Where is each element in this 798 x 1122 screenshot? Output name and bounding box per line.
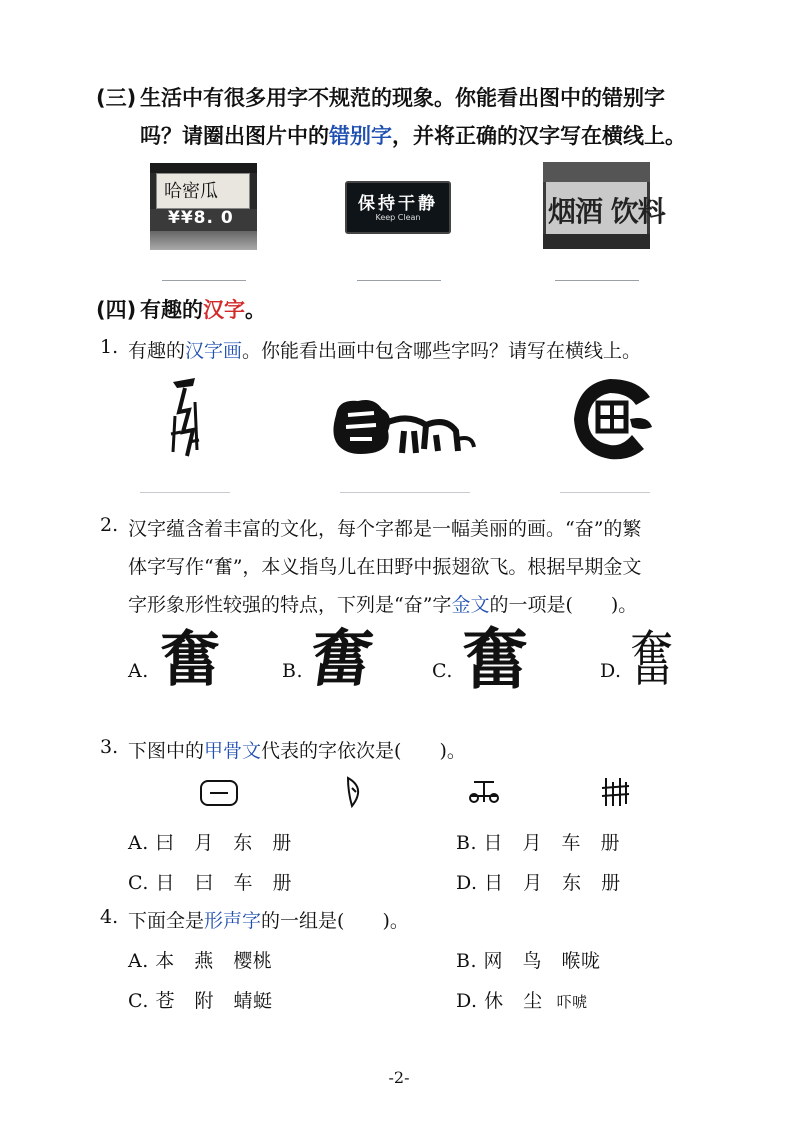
section4-label: (四) bbox=[96, 298, 137, 322]
q1-keyword: 汉字画 bbox=[185, 340, 243, 362]
q4-text-post: 的一组是( )。 bbox=[261, 910, 409, 932]
section3-keyword-typo: 错别字 bbox=[329, 124, 392, 148]
oracle-glyph-3 bbox=[466, 778, 502, 806]
q3-option-d[interactable]: D. 日 月 东 册 bbox=[456, 872, 621, 894]
q2-option-d-label[interactable]: D. bbox=[600, 660, 622, 682]
q2-number: 2. bbox=[100, 514, 119, 536]
photo-tobacco-sign bbox=[543, 162, 665, 249]
q2-option-b-label[interactable]: B. bbox=[282, 660, 304, 682]
section3-line2 bbox=[140, 120, 686, 150]
q4-number: 4. bbox=[100, 906, 119, 928]
q3-option-a[interactable]: A. 曰 月 东 册 bbox=[128, 832, 292, 854]
q4-option-d-extra: 吓唬 bbox=[556, 993, 588, 1011]
q2-line1: 汉字蕴含着丰富的文化，每个字都是一幅美丽的画。“奋”的繁 bbox=[128, 518, 642, 540]
character-picture-2 bbox=[328, 395, 478, 460]
character-picture-1 bbox=[165, 372, 205, 462]
q2-option-d-glyph[interactable]: 奮 bbox=[630, 625, 674, 695]
section3-line2-post: ，并将正确的汉字写在横线上。 bbox=[392, 124, 686, 148]
q2-line3-pre: 字形象形性较强的特点，下列是“奋”字 bbox=[128, 594, 452, 616]
q1-text-post: 。你能看出画中包含哪些字吗？请写在横线上。 bbox=[242, 340, 642, 362]
q4-option-d[interactable] bbox=[456, 986, 588, 1013]
q1-answer-line-3[interactable] bbox=[560, 492, 650, 493]
q4-option-c[interactable]: C. 苍 附 蜻蜓 bbox=[128, 990, 273, 1012]
q2-option-b-glyph[interactable]: 奮 bbox=[304, 622, 378, 695]
character-picture-3 bbox=[570, 375, 655, 463]
q2-keyword: 金文 bbox=[451, 594, 490, 616]
section3-line1: 生活中有很多用字不规范的现象。你能看出图中的错别字 bbox=[140, 86, 665, 110]
page-number: -2- bbox=[388, 1068, 410, 1087]
section4-title-post: 。 bbox=[245, 298, 266, 322]
q2-line2: 体字写作“奮”，本义指鸟儿在田野中振翅欲飞。根据早期金文 bbox=[128, 556, 642, 578]
q4-option-a[interactable]: A. 本 燕 樱桃 bbox=[128, 950, 273, 972]
photo-keepclean-text: 保持干静 bbox=[358, 194, 438, 214]
q4-text-pre: 下面全是 bbox=[128, 910, 205, 932]
q2-option-c-glyph[interactable]: 奮 bbox=[462, 620, 528, 698]
photo-keepclean-sign bbox=[345, 181, 451, 234]
q1-text bbox=[128, 336, 641, 363]
q2-option-a-glyph[interactable]: 奮 bbox=[160, 625, 220, 695]
q3-number: 3. bbox=[100, 736, 119, 758]
section4-title bbox=[140, 294, 266, 324]
q3-text-post: 代表的字依次是( )。 bbox=[261, 740, 466, 762]
oracle-glyph-1 bbox=[198, 778, 240, 808]
q2-line3 bbox=[128, 590, 637, 617]
q3-keyword: 甲骨文 bbox=[204, 740, 262, 762]
q1-answer-line-2[interactable] bbox=[340, 492, 470, 493]
section3-line2-pre: 吗？请圈出图片中的 bbox=[140, 124, 329, 148]
photo-tobacco-text: 烟酒 饮料 bbox=[548, 195, 665, 228]
section4-title-pre: 有趣的 bbox=[140, 298, 203, 322]
q3-option-c[interactable]: C. 日 曰 车 册 bbox=[128, 872, 292, 894]
photo-melon-text: 哈密瓜 bbox=[164, 181, 218, 202]
q2-line3-post: 的一项是( )。 bbox=[489, 594, 638, 616]
q3-text-pre: 下图中的 bbox=[128, 740, 205, 762]
q1-answer-line-1[interactable] bbox=[140, 492, 230, 493]
q4-text bbox=[128, 906, 409, 933]
oracle-glyph-4 bbox=[600, 774, 630, 810]
q2-option-a-label[interactable]: A. bbox=[128, 660, 149, 682]
answer-line-3[interactable] bbox=[555, 280, 639, 281]
answer-line-1[interactable] bbox=[162, 280, 246, 281]
q1-text-pre: 有趣的 bbox=[128, 340, 186, 362]
q2-option-c-label[interactable]: C. bbox=[432, 660, 453, 682]
q3-option-b[interactable]: B. 日 月 车 册 bbox=[456, 832, 621, 854]
photo-melon-sign bbox=[150, 163, 257, 250]
q4-option-d-text: D. 休 尘 bbox=[456, 990, 543, 1012]
oracle-glyph-2 bbox=[342, 774, 368, 810]
q3-text bbox=[128, 736, 466, 763]
answer-line-2[interactable] bbox=[357, 280, 441, 281]
q4-option-b[interactable]: B. 网 鸟 喉咙 bbox=[456, 950, 601, 972]
photo-melon-price: ¥¥8. 0 bbox=[168, 208, 234, 228]
photo-keepclean-sub: Keep Clean bbox=[375, 213, 421, 222]
q4-keyword: 形声字 bbox=[204, 910, 262, 932]
q1-number: 1. bbox=[100, 336, 119, 358]
section3-label: (三) bbox=[96, 86, 137, 110]
section4-keyword: 汉字 bbox=[203, 298, 245, 322]
